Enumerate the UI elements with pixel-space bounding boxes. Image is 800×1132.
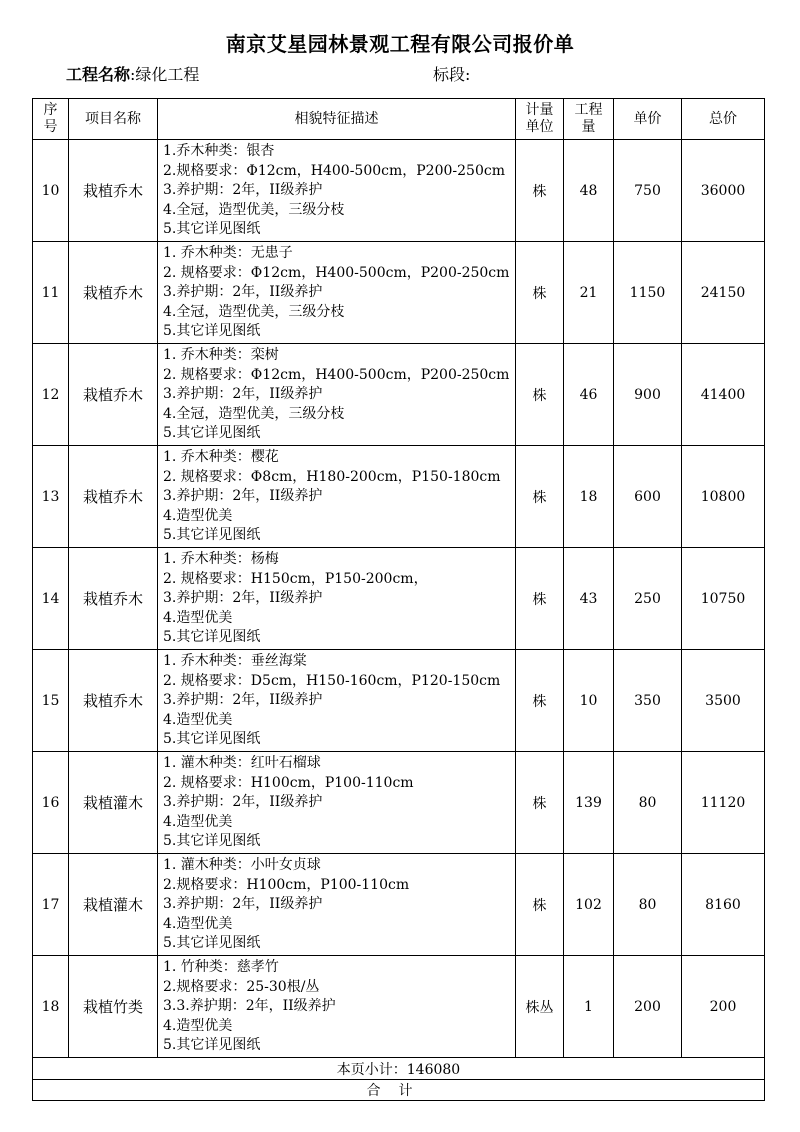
row-total: 36000 — [682, 140, 765, 242]
grand-total-label: 合计 — [366, 1083, 431, 1099]
document-title: 南京艾星园林景观工程有限公司报价单 — [225, 32, 575, 56]
row-price: 600 — [614, 446, 682, 548]
row-unit: 株 — [516, 854, 564, 956]
row-total: 200 — [682, 956, 765, 1058]
desc-line: 1. 乔木种类：杨梅 — [163, 551, 279, 567]
row-name: 栽植竹类 — [69, 956, 158, 1058]
quotation-table — [32, 98, 765, 1101]
desc-line: 2. 规格要求：Φ12cm，H400-500cm，P200-250cm — [163, 264, 510, 281]
subtotal-row — [33, 1058, 765, 1080]
desc-line: 2.规格要求：25-30根/丛 — [163, 978, 320, 995]
desc-line: 4.造型优美 — [163, 711, 233, 728]
row-total: 10750 — [682, 548, 765, 650]
desc-line: 2. 规格要求：H100cm，P100-110cm — [163, 774, 414, 791]
desc-line: 1. 灌木种类：红叶石榴球 — [163, 755, 321, 771]
row-desc — [158, 446, 516, 548]
row-desc — [158, 956, 516, 1058]
row-unit: 株 — [516, 650, 564, 752]
row-qty: 43 — [564, 548, 614, 650]
desc-line: 5.其它详见图纸 — [163, 1037, 261, 1053]
row-name: 栽植灌木 — [69, 752, 158, 854]
row-seq: 14 — [33, 548, 69, 650]
desc-line: 3.养护期：2年，II级养护 — [163, 590, 323, 606]
table-row — [33, 854, 765, 956]
row-price: 80 — [614, 854, 682, 956]
header-desc: 相貌特征描述 — [158, 99, 516, 140]
desc-line: 3.养护期：2年，II级养护 — [163, 284, 323, 300]
row-total: 3500 — [682, 650, 765, 752]
desc-line: 4.全冠，造型优美，三级分枝 — [163, 405, 345, 422]
row-desc — [158, 752, 516, 854]
row-seq: 10 — [33, 140, 69, 242]
desc-line: 1. 乔木种类：樱花 — [163, 449, 279, 465]
row-qty: 139 — [564, 752, 614, 854]
desc-line: 3.3.养护期：2年，II级养护 — [163, 998, 336, 1014]
table-row — [33, 650, 765, 752]
section-line — [433, 62, 470, 85]
row-price: 80 — [614, 752, 682, 854]
desc-line: 2. 规格要求：D5cm，H150-160cm，P120-150cm — [163, 672, 501, 689]
table-row — [33, 548, 765, 650]
header-qty: 工程量 — [564, 99, 614, 140]
desc-line: 2. 规格要求：Φ8cm，H180-200cm，P150-180cm — [163, 468, 501, 485]
row-price: 350 — [614, 650, 682, 752]
desc-line: 3.养护期：2年，II级养护 — [163, 386, 323, 402]
project-name-value: 绿化工程 — [135, 65, 200, 84]
desc-line: 5.其它详见图纸 — [163, 935, 261, 951]
row-desc — [158, 344, 516, 446]
row-total: 41400 — [682, 344, 765, 446]
row-price: 250 — [614, 548, 682, 650]
desc-line: 3.养护期：2年，II级养护 — [163, 896, 323, 912]
row-seq: 12 — [33, 344, 69, 446]
row-seq: 11 — [33, 242, 69, 344]
table-row — [33, 242, 765, 344]
row-seq: 17 — [33, 854, 69, 956]
desc-line: 5.其它详见图纸 — [163, 323, 261, 339]
grand-total-cell — [33, 1080, 765, 1101]
subtotal-value: 146080 — [406, 1061, 461, 1078]
header-unit: 计量单位 — [516, 99, 564, 140]
desc-line: 4.造型优美 — [163, 609, 233, 626]
row-name: 栽植灌木 — [69, 854, 158, 956]
row-qty: 18 — [564, 446, 614, 548]
row-unit: 株 — [516, 752, 564, 854]
desc-line: 3.养护期：2年，II级养护 — [163, 692, 323, 708]
desc-line: 2. 规格要求：H150cm，P150-200cm， — [163, 570, 428, 587]
row-seq: 16 — [33, 752, 69, 854]
row-qty: 102 — [564, 854, 614, 956]
desc-line: 5.其它详见图纸 — [163, 425, 261, 441]
subtotal-cell: 本页小计：146080 — [33, 1058, 765, 1080]
desc-line: 4.造型优美 — [163, 915, 233, 932]
row-total: 11120 — [682, 752, 765, 854]
desc-line: 2.规格要求：Φ12cm，H400-500cm，P200-250cm — [163, 162, 505, 179]
desc-line: 1. 灌木种类：小叶女贞球 — [163, 857, 321, 873]
row-price: 900 — [614, 344, 682, 446]
row-total: 10800 — [682, 446, 765, 548]
desc-line: 2. 规格要求：Φ12cm，H400-500cm，P200-250cm — [163, 366, 510, 383]
desc-line: 1. 乔木种类：无患子 — [163, 245, 293, 261]
desc-line: 2.规格要求：H100cm，P100-110cm — [163, 876, 410, 893]
desc-line: 5.其它详见图纸 — [163, 629, 261, 645]
row-desc — [158, 140, 516, 242]
row-unit: 株丛 — [516, 956, 564, 1058]
row-price: 1150 — [614, 242, 682, 344]
row-total: 8160 — [682, 854, 765, 956]
row-price: 200 — [614, 956, 682, 1058]
desc-line: 3.养护期：2年，II级养护 — [163, 182, 323, 198]
desc-line: 5.其它详见图纸 — [163, 221, 261, 237]
desc-line: 4.造型优美 — [163, 813, 233, 830]
desc-line: 3.养护期：2年，II级养护 — [163, 794, 323, 810]
desc-line: 4.造型优美 — [163, 1017, 233, 1034]
row-name: 栽植乔木 — [69, 650, 158, 752]
row-total: 24150 — [682, 242, 765, 344]
section-label: 标段 — [433, 65, 466, 84]
grand-total-row — [33, 1080, 765, 1101]
row-unit: 株 — [516, 242, 564, 344]
row-name: 栽植乔木 — [69, 242, 158, 344]
row-qty: 21 — [564, 242, 614, 344]
row-unit: 株 — [516, 344, 564, 446]
subtotal-label: 本页小计 — [336, 1061, 393, 1078]
row-seq: 18 — [33, 956, 69, 1058]
header-price: 单价 — [614, 99, 682, 140]
row-seq: 15 — [33, 650, 69, 752]
row-desc — [158, 548, 516, 650]
project-name-label: 工程名称 — [66, 65, 131, 84]
table-row — [33, 956, 765, 1058]
header-total: 总价 — [682, 99, 765, 140]
row-name: 栽植乔木 — [69, 548, 158, 650]
desc-line: 5.其它详见图纸 — [163, 527, 261, 543]
row-unit: 株 — [516, 140, 564, 242]
row-price: 750 — [614, 140, 682, 242]
row-desc — [158, 242, 516, 344]
header-name: 项目名称 — [69, 99, 158, 140]
table-row — [33, 752, 765, 854]
table-row — [33, 140, 765, 242]
row-desc — [158, 650, 516, 752]
header-seq: 序号 — [33, 99, 69, 140]
row-qty: 10 — [564, 650, 614, 752]
desc-line: 4.全冠，造型优美，三级分枝 — [163, 201, 345, 218]
row-name: 栽植乔木 — [69, 140, 158, 242]
row-name: 栽植乔木 — [69, 344, 158, 446]
project-name-line — [66, 62, 199, 85]
desc-line: 5.其它详见图纸 — [163, 731, 261, 747]
desc-line: 4.造型优美 — [163, 507, 233, 524]
desc-line: 1. 竹种类：慈孝竹 — [163, 959, 279, 975]
row-unit: 株 — [516, 548, 564, 650]
row-name: 栽植乔木 — [69, 446, 158, 548]
row-qty: 46 — [564, 344, 614, 446]
desc-line: 1. 乔木种类：栾树 — [163, 347, 279, 363]
row-desc — [158, 854, 516, 956]
desc-line: 3.养护期：2年，II级养护 — [163, 488, 323, 504]
row-unit: 株 — [516, 446, 564, 548]
row-seq: 13 — [33, 446, 69, 548]
desc-line: 1. 乔木种类：垂丝海棠 — [163, 653, 307, 669]
section-colon: : — [465, 65, 471, 84]
row-qty: 48 — [564, 140, 614, 242]
desc-line: 5.其它详见图纸 — [163, 833, 261, 849]
project-name-colon: : — [130, 65, 136, 84]
table-header-row — [33, 99, 765, 140]
row-qty: 1 — [564, 956, 614, 1058]
table-row — [33, 344, 765, 446]
desc-line: 1.乔木种类：银杏 — [163, 143, 275, 159]
table-row — [33, 446, 765, 548]
desc-line: 4.全冠，造型优美，三级分枝 — [163, 303, 345, 320]
